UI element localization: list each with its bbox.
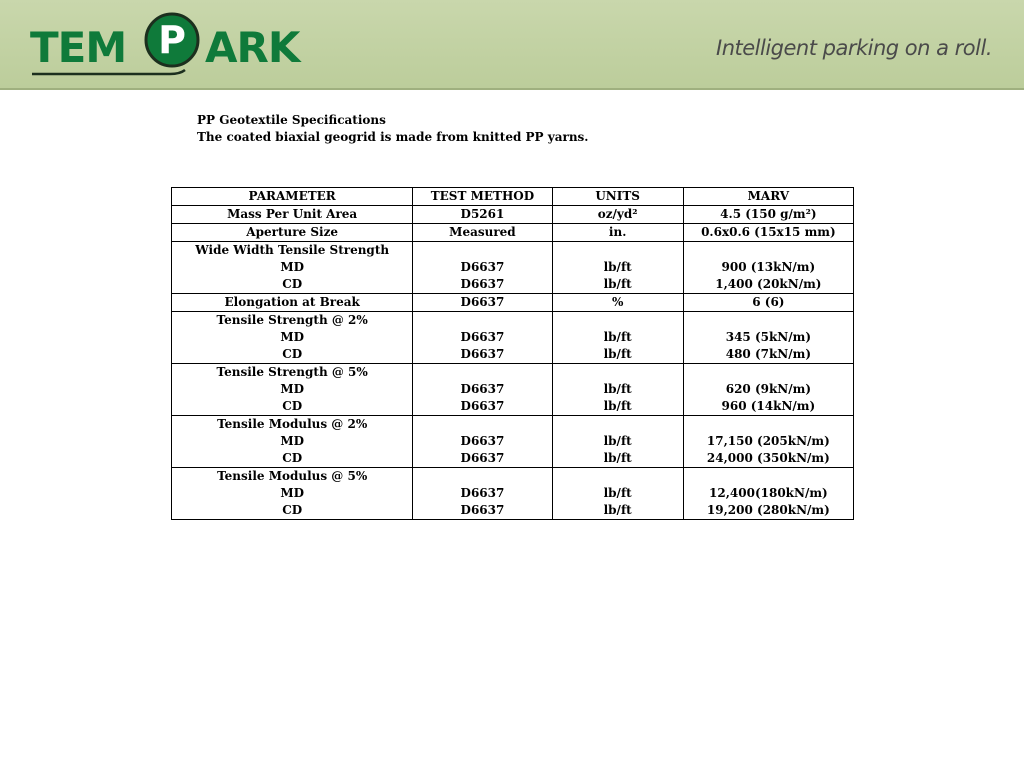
header-marv: MARV (683, 188, 853, 206)
cell-line: lb/ft (603, 382, 632, 396)
cell-line: Tensile Strength @ 2% (216, 313, 368, 327)
cell-line: 345 (5kN/m) (725, 330, 812, 344)
cell-line: lb/ft (603, 434, 632, 448)
cell-line (557, 416, 679, 433)
cell-parameter (172, 242, 413, 294)
cell-test-method (413, 242, 552, 294)
cell-line: Measured (449, 225, 516, 239)
cell-line: 1,400 (20kN/m) (715, 277, 822, 291)
cell-line: % (611, 295, 624, 309)
cell-parameter (172, 312, 413, 364)
cell-line: D6637 (460, 277, 505, 291)
cell-test-method (413, 312, 552, 364)
cell-marv (683, 312, 853, 364)
cell-line (557, 468, 679, 485)
cell-parameter (172, 224, 413, 242)
cell-units (552, 294, 683, 312)
cell-line: 17,150 (205kN/m) (706, 434, 830, 448)
cell-line (417, 242, 547, 259)
cell-line (557, 242, 679, 259)
cell-test-method (413, 468, 552, 520)
cell-line: lb/ft (603, 503, 632, 517)
cell-line: CD (282, 277, 303, 291)
cell-line (557, 312, 679, 329)
cell-marv (683, 242, 853, 294)
cell-line (688, 312, 849, 329)
cell-marv (683, 468, 853, 520)
cell-line (417, 468, 547, 485)
cell-line: 620 (9kN/m) (725, 382, 812, 396)
intro-text (197, 112, 589, 146)
cell-line: oz/yd² (597, 207, 638, 221)
table-row (172, 294, 854, 312)
cell-line: D6637 (460, 347, 505, 361)
cell-units (552, 468, 683, 520)
cell-parameter (172, 206, 413, 224)
cell-line: in. (608, 225, 627, 239)
header-units: UNITS (552, 188, 683, 206)
cell-line (417, 312, 547, 329)
cell-line: D6637 (460, 295, 505, 309)
logo-underline-swoosh (30, 68, 230, 78)
cell-line: lb/ft (603, 451, 632, 465)
cell-test-method (413, 224, 552, 242)
cell-line: 960 (14kN/m) (721, 399, 816, 413)
table-row (172, 242, 854, 294)
cell-line: D6637 (460, 399, 505, 413)
cell-line (688, 416, 849, 433)
cell-line (688, 468, 849, 485)
cell-line: lb/ft (603, 330, 632, 344)
cell-line: MD (280, 486, 305, 500)
cell-line: Elongation at Break (224, 295, 360, 309)
cell-marv (683, 224, 853, 242)
cell-line: D6637 (460, 503, 505, 517)
cell-units (552, 242, 683, 294)
cell-line: Tensile Strength @ 5% (216, 365, 368, 379)
cell-line: Tensile Modulus @ 5% (217, 469, 368, 483)
cell-line: Mass Per Unit Area (227, 207, 358, 221)
specifications-table (171, 187, 854, 520)
cell-line: Wide Width Tensile Strength (195, 243, 390, 257)
cell-line: MD (280, 330, 305, 344)
cell-line: lb/ft (603, 347, 632, 361)
cell-test-method (413, 416, 552, 468)
cell-line (688, 364, 849, 381)
cell-line: MD (280, 434, 305, 448)
cell-units (552, 364, 683, 416)
cell-line: MD (280, 382, 305, 396)
cell-marv (683, 206, 853, 224)
cell-line: lb/ft (603, 399, 632, 413)
cell-parameter (172, 364, 413, 416)
cell-line: CD (282, 347, 303, 361)
cell-line: 24,000 (350kN/m) (706, 451, 830, 465)
cell-line: D6637 (460, 382, 505, 396)
cell-test-method (413, 364, 552, 416)
cell-line: lb/ft (603, 260, 632, 274)
cell-line: 900 (13kN/m) (721, 260, 816, 274)
cell-line (417, 364, 547, 381)
table-row (172, 206, 854, 224)
table-row (172, 416, 854, 468)
cell-line: D6637 (460, 486, 505, 500)
cell-line (688, 242, 849, 259)
cell-line: 6 (6) (752, 295, 785, 309)
cell-line: lb/ft (603, 277, 632, 291)
intro-subtitle: The coated biaxial geogrid is made from knitted PP yarns. (197, 130, 589, 144)
cell-units (552, 224, 683, 242)
cell-line: 480 (7kN/m) (725, 347, 812, 361)
cell-units (552, 206, 683, 224)
cell-line: 12,400(180kN/m) (709, 486, 828, 500)
cell-line: D6637 (460, 260, 505, 274)
logo-text-tem: TEM (30, 23, 127, 72)
header-test-method: TEST METHOD (413, 188, 552, 206)
cell-marv (683, 364, 853, 416)
cell-line: D5261 (460, 207, 505, 221)
table-header-row (172, 188, 854, 206)
logo-p-circle-icon (142, 10, 202, 70)
intro-title: PP Geotextile Specifications (197, 113, 386, 127)
cell-line: 4.5 (150 g/m²) (720, 207, 817, 221)
cell-line (557, 364, 679, 381)
cell-units (552, 416, 683, 468)
cell-line: MD (280, 260, 305, 274)
cell-test-method (413, 294, 552, 312)
table-row (172, 224, 854, 242)
cell-line (417, 416, 547, 433)
cell-line: Aperture Size (246, 225, 339, 239)
cell-line: D6637 (460, 434, 505, 448)
cell-line: 0.6x0.6 (15x15 mm) (701, 225, 836, 239)
cell-parameter (172, 416, 413, 468)
cell-marv (683, 416, 853, 468)
cell-line: Tensile Modulus @ 2% (217, 417, 368, 431)
cell-line: CD (282, 503, 303, 517)
logo-text-ark: ARK (205, 23, 300, 72)
cell-line: D6637 (460, 451, 505, 465)
tagline: Intelligent parking on a roll. (716, 36, 992, 60)
cell-line: CD (282, 451, 303, 465)
cell-line: lb/ft (603, 486, 632, 500)
table-row (172, 364, 854, 416)
cell-parameter (172, 468, 413, 520)
table-row (172, 312, 854, 364)
cell-line: CD (282, 399, 303, 413)
cell-units (552, 312, 683, 364)
table-row (172, 468, 854, 520)
header-banner (0, 0, 1024, 90)
cell-parameter (172, 294, 413, 312)
cell-marv (683, 294, 853, 312)
cell-line: 19,200 (280kN/m) (706, 503, 830, 517)
logo-p-letter: P (158, 18, 186, 62)
cell-line: D6637 (460, 330, 505, 344)
header-parameter: PARAMETER (172, 188, 413, 206)
cell-test-method (413, 206, 552, 224)
